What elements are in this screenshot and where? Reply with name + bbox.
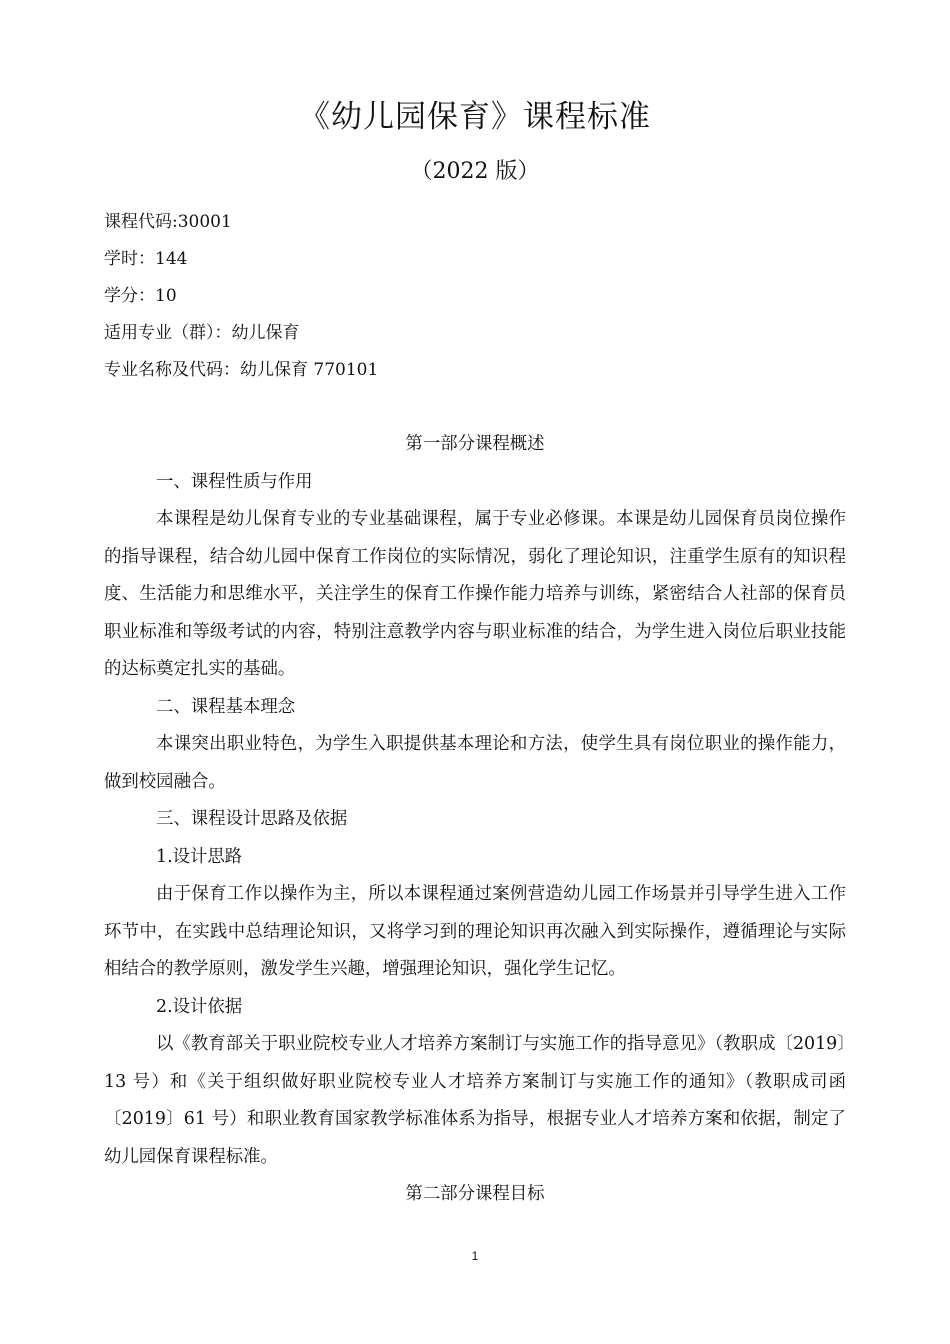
document-body [104,426,846,1214]
paragraph-philosophy: 本课突出职业特色，为学生入职提供基本理论和方法，使学生具有岗位职业的操作能力，做到校园融合。 [104,734,846,792]
meta-course-code: 课程代码:30001 [104,212,232,232]
meta-major-name-code: 专业名称及代码：幼儿保育 770101 [104,360,379,380]
meta-hours: 学时：144 [104,249,188,269]
page-number: 1 [471,1249,479,1263]
section-heading-philosophy: 二、课程基本理念 [156,696,296,717]
meta-applicable-major: 适用专业（群）：幼儿保育 [104,323,300,343]
meta-credits: 学分：10 [104,286,177,306]
paragraph-design-ideas: 由于保育工作以操作为主，所以本课程通过案例营造幼儿园工作场景并引导学生进入工作环节中，在实践中总结理论知识，又将学习到的理论知识再次融入到实际操作，遵循理论与实际相结合的教学原则，激发学生兴趣，增强理论知识，强化学生记忆。 [104,884,846,979]
paragraph-design-basis: 以《教育部关于职业院校专业人才培养方案制订与实施工作的指导意见》（教职成〔2019〕13 号）和《关于组织做好职业院校专业人才培养方案制订与实施工作的通知》（教职成司函〔2019〕61 号）和职业教育国家教学标准体系为指导，根据专业人才培养方案和依据，制定了幼儿园保育课程标准。 [104,1034,846,1167]
section-heading-design: 三、课程设计思路及依据 [156,809,348,829]
paragraph-nature: 本课程是幼儿保育专业的专业基础课程，属于专业必修课。本课是幼儿园保育员岗位操作的指导课程，结合幼儿园中保育工作岗位的实际情况，弱化了理论知识，注重学生原有的知识程度、生活能力和思维水平，关注学生的保育工作操作能力培养与训练，紧密结合人社部的保育员职业标准和等级考试的内容，特别注意教学内容与职业标准的结合，为学生进入岗位后职业技能的达标奠定扎实的基础。 [104,509,846,679]
subheading-design-basis: 2.设计依据 [156,996,243,1017]
document-title: 《幼儿园保育》课程标准 [299,99,651,135]
document-subtitle: （2022 版） [410,159,540,184]
part2-heading: 第二部分课程目标 [405,1184,545,1204]
part1-heading: 第一部分课程概述 [405,434,545,454]
subheading-design-ideas: 1.设计思路 [156,846,243,867]
course-meta [104,204,864,389]
section-heading-nature: 一、课程性质与作用 [156,471,313,492]
